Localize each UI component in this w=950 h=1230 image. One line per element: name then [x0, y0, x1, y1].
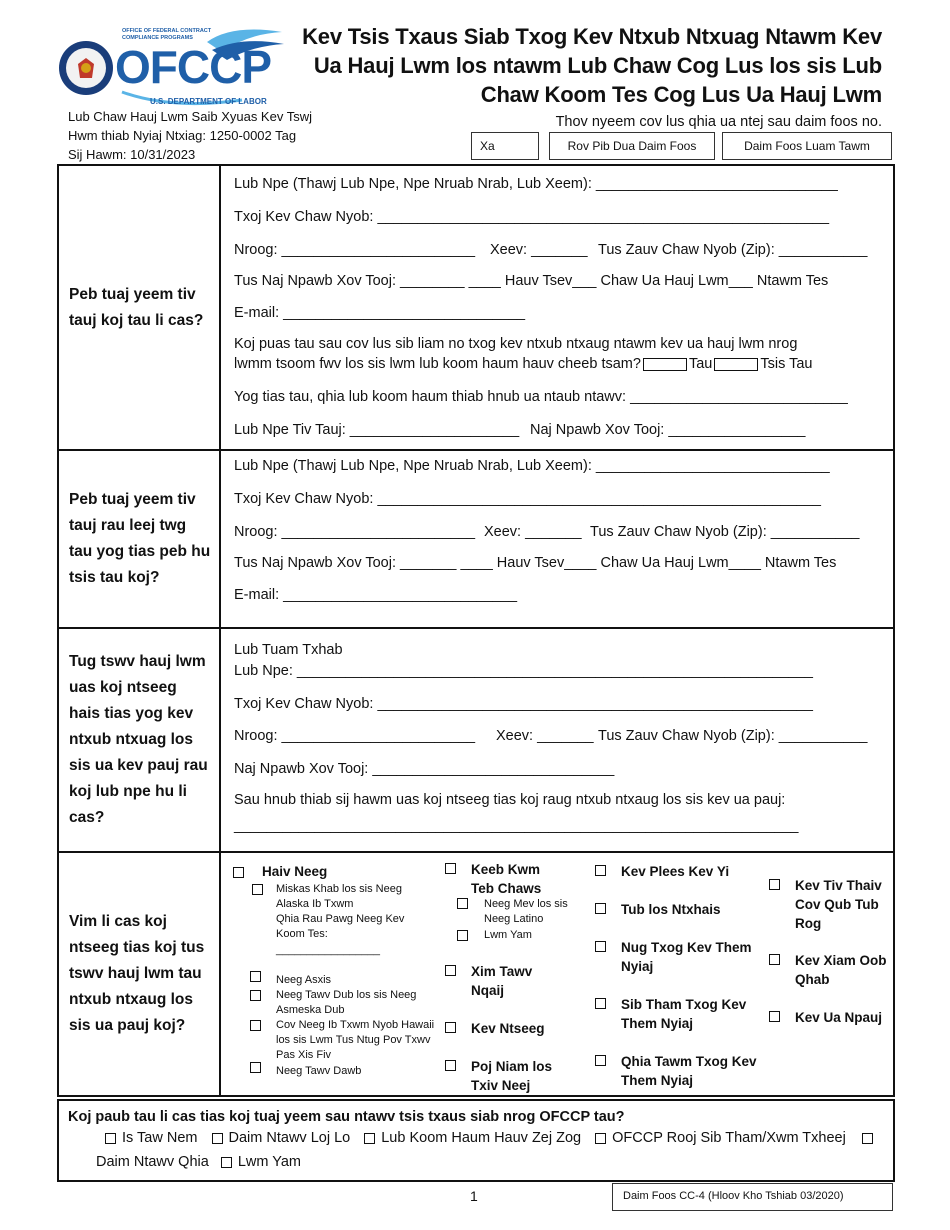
- national-origin-checkbox[interactable]: [445, 863, 456, 874]
- form-title: [300, 22, 882, 109]
- alt-zip-field[interactable]: Tus Zauv Chaw Nyob (Zip): ___________: [590, 524, 860, 540]
- phone-field[interactable]: Tus Naj Npawb Xov Tooj: ________ ____ Hauv Tsev___ Chaw Ua Hauj Lwm___ Ntawm Tes: [234, 273, 829, 289]
- hispanic-checkbox[interactable]: [457, 898, 468, 909]
- dol-seal-icon: [58, 40, 114, 96]
- national-origin-label: Keeb Kwm Teb Chaws: [471, 862, 542, 896]
- asian-checkbox[interactable]: [250, 971, 261, 982]
- white-checkbox[interactable]: [250, 1062, 261, 1073]
- white-label: Neeg Tawv Dawb: [276, 1065, 362, 1077]
- tribe-field[interactable]: _________________: [276, 944, 381, 956]
- form-identifier: Daim Foos CC-4 (Hloov Kho Tshiab 03/2020): [612, 1183, 893, 1211]
- address-field[interactable]: Txoj Kev Chaw Nyob: ________________________________________________________: [234, 209, 830, 225]
- poster-checkbox[interactable]: [212, 1133, 223, 1144]
- ofccp-event-label: OFCCP Rooj Sib Tham/Xwm Txheej: [612, 1130, 846, 1146]
- native-american-label: Miskas Khab los sis Neeg Alaska Ib Txwm: [276, 883, 402, 910]
- race-checkbox[interactable]: [233, 867, 244, 878]
- community-org-checkbox[interactable]: [364, 1133, 375, 1144]
- handicap-label: Kev Xiam Oob Qhab: [795, 953, 887, 987]
- other-origin-checkbox[interactable]: [457, 930, 468, 941]
- instructions-note: Thov nyeem cov lus qhia ua ntej sau daim foos no.: [555, 114, 882, 130]
- pay-inquiry-checkbox[interactable]: [595, 941, 606, 952]
- section4-label: Vim li cas koj ntseeg tias koj tus tswv hauj lwm tau ntxub ntxaug los sis ua pauj koj?: [58, 853, 221, 1095]
- retaliation-checkbox[interactable]: [769, 1011, 780, 1022]
- employer-zip-field[interactable]: Tus Zauv Chaw Nyob (Zip): ___________: [598, 728, 868, 744]
- other-referral-label: Lwm Yam: [237, 1154, 301, 1170]
- agency-name: Lub Chaw Hauj Lwm Saib Xyuas Kev Tswj: [68, 109, 312, 124]
- referral-options-row2: [96, 1154, 301, 1170]
- race-label: Haiv Neeg: [262, 864, 328, 879]
- native-american-checkbox[interactable]: [252, 884, 263, 895]
- alt-state-field[interactable]: Xeev: _______: [484, 524, 582, 540]
- retaliation-label: Kev Ua Npauj: [795, 1010, 883, 1025]
- color-checkbox[interactable]: [445, 965, 456, 976]
- employer-phone-field[interactable]: Naj Npawb Xov Tooj: ______________________________: [234, 761, 615, 777]
- black-checkbox[interactable]: [250, 990, 261, 1001]
- contact-name-field[interactable]: Lub Npe Tiv Tauj: _____________________: [234, 422, 520, 438]
- logo-agency-text: OFFICE OF FEDERAL CONTRACT COMPLIANCE PROGRAMS: [122, 28, 212, 41]
- internet-label: Is Taw Nem: [122, 1130, 198, 1146]
- poster-label: Daim Ntawv Loj Lo: [228, 1130, 351, 1146]
- reset-form-button[interactable]: Rov Pib Dua Daim Foos: [549, 132, 715, 160]
- state-field[interactable]: Xeev: _______: [490, 242, 588, 258]
- title-line-3: Chaw Koom Tes Cog Lus Ua Hauj Lwm: [480, 82, 882, 107]
- religion-checkbox[interactable]: [445, 1022, 456, 1033]
- yes-label: Tau: [688, 356, 713, 372]
- email-field[interactable]: E-mail: ______________________________: [234, 305, 526, 321]
- employer-city-field[interactable]: Nroog: ________________________: [234, 728, 476, 744]
- pay-disclose-label: Qhia Tawm Txog Kev Them Nyiaj: [621, 1054, 757, 1088]
- other-origin-label: Lwm Yam: [484, 929, 532, 941]
- pay-disclose-checkbox[interactable]: [595, 1055, 606, 1066]
- community-org-label: Lub Koom Haum Hauv Zej Zog: [381, 1130, 582, 1146]
- submit-button[interactable]: Xa: [471, 132, 539, 160]
- pay-inquiry-label: Nug Txog Kev Them Nyiaj: [621, 940, 752, 974]
- yes-checkbox[interactable]: [643, 358, 687, 371]
- title-line-2: Ua Hauj Lwm los ntawm Lub Chaw Cog Lus los sis Lub: [313, 53, 882, 78]
- handicap-checkbox[interactable]: [769, 954, 780, 965]
- sex-label: Poj Niam los Txiv Neej: [471, 1059, 553, 1093]
- section1-label: Peb tuaj yeem tiv tauj koj tau li cas?: [58, 166, 221, 449]
- section2-label: Peb tuaj yeem tiv tauj rau leej twg tau yog tias peb hu tsis tau koj?: [58, 451, 221, 627]
- logo-dept-text: U.S. DEPARTMENT OF LABOR: [150, 97, 267, 106]
- discrimination-date-question: Sau hnub thiab sij hawm uas koj ntseeg tias koj raug ntxub ntxaug los sis kev ua pauj:: [234, 792, 786, 808]
- agency-filed-field[interactable]: Yog tias tau, qhia lub koom haum thiab hnub ua ntaub ntawv: ___________________________: [234, 389, 848, 405]
- internet-checkbox[interactable]: [105, 1133, 116, 1144]
- religion-label: Kev Ntseeg: [471, 1021, 545, 1036]
- representative-question: Koj puas tau sau cov lus sib liam no txog kev ntxub ntxaug ntawm kev ua hauj lwm nrog: [234, 336, 798, 352]
- ofccp-event-checkbox[interactable]: [595, 1133, 606, 1144]
- zip-field[interactable]: Tus Zauv Chaw Nyob (Zip): ___________: [598, 242, 868, 258]
- asian-label: Neeg Asxis: [276, 974, 332, 986]
- alt-city-field[interactable]: Nroog: ________________________: [234, 524, 476, 540]
- expiration-date: Sij Hawm: 10/31/2023: [68, 147, 196, 162]
- print-form-button[interactable]: Daim Foos Luam Tawm: [722, 132, 892, 160]
- no-label: Tsis Tau: [760, 356, 813, 372]
- black-label: Neeg Tawv Dub los sis Neeg Asmeska Dub: [276, 989, 417, 1016]
- veteran-label: Tub los Ntxhais: [621, 902, 721, 917]
- representative-question-cont: [234, 356, 812, 372]
- contact-phone-field[interactable]: Naj Npawb Xov Tooj: _________________: [530, 422, 806, 438]
- employer-address-field[interactable]: Txoj Kev Chaw Nyob: ______________________________________________________: [234, 696, 813, 712]
- referral-options-row1: [105, 1130, 873, 1146]
- company-label: Lub Tuam Txhab: [234, 642, 343, 658]
- pacific-islander-label: Cov Neeg Ib Txwm Nyob Hawaii los sis Lwm Tus Ntug Pov Txwv Pas Xis Fiv: [276, 1019, 435, 1061]
- pacific-islander-checkbox[interactable]: [250, 1020, 261, 1031]
- hispanic-label: Neeg Mev los sis Neeg Latino: [484, 898, 568, 925]
- name-field[interactable]: Lub Npe (Thawj Lub Npe, Npe Nruab Nrab, Lub Xeem): ______________________________: [234, 176, 838, 192]
- representative-question-text: lwmm tsoom fwv los sis lwm lub koom haum hauv cheeb tsam?: [234, 356, 641, 372]
- discrimination-date-field[interactable]: ______________________________________________________________________: [234, 818, 799, 834]
- veteran-protection-checkbox[interactable]: [769, 879, 780, 890]
- tribe-label: Qhia Rau Pawg Neeg Kev Koom Tes:: [276, 913, 405, 940]
- alt-email-field[interactable]: E-mail: _____________________________: [234, 587, 518, 603]
- city-field[interactable]: Nroog: ________________________: [234, 242, 476, 258]
- veteran-checkbox[interactable]: [595, 903, 606, 914]
- pay-discuss-checkbox[interactable]: [595, 998, 606, 1009]
- company-name-field[interactable]: Lub Npe: ________________________________________________________________: [234, 663, 813, 679]
- sex-checkbox[interactable]: [445, 1060, 456, 1071]
- disability-checkbox[interactable]: [595, 865, 606, 876]
- veteran-protection-label: Kev Tiv Thaiv Cov Qub Tub Rog: [795, 878, 882, 931]
- flyer-label: Daim Ntawv Qhia: [96, 1154, 209, 1170]
- alt-phone-field[interactable]: Tus Naj Npawb Xov Tooj: _______ ____ Hauv Tsev____ Chaw Ua Hauj Lwm____ Ntawm Tes: [234, 555, 837, 571]
- color-label: Xim Tawv Nqaij: [471, 964, 533, 998]
- alt-name-field[interactable]: Lub Npe (Thawj Lub Npe, Npe Nruab Nrab, Lub Xeem): _____________________________: [234, 458, 830, 474]
- omb-number: Hwm thiab Nyiaj Ntxiag: 1250-0002 Tag: [68, 128, 297, 143]
- disability-label: Kev Plees Kev Yi: [621, 864, 730, 879]
- pay-discuss-label: Sib Tham Txog Kev Them Nyiaj: [621, 997, 747, 1031]
- page-number: 1: [470, 1188, 478, 1204]
- section3-label: Tug tswv hauj lwm uas koj ntseeg hais tias yog kev ntxub ntxuag los sis ua kev pauj rau koj lub npe hu li cas?: [58, 629, 221, 851]
- flyer-checkbox[interactable]: [862, 1133, 873, 1144]
- logo-wordmark: OFCCP: [115, 41, 271, 93]
- employer-state-field[interactable]: Xeev: _______: [496, 728, 594, 744]
- alt-address-field[interactable]: Txoj Kev Chaw Nyob: _______________________________________________________: [234, 491, 821, 507]
- title-line-1: Kev Tsis Txaus Siab Txog Kev Ntxub Ntxuag Ntawm Kev: [302, 24, 882, 49]
- other-referral-checkbox[interactable]: [221, 1157, 232, 1168]
- referral-question: Koj paub tau li cas tias koj tuaj yeem sau ntawv tsis txaus siab nrog OFCCP tau?: [68, 1109, 625, 1125]
- no-checkbox[interactable]: [714, 358, 758, 371]
